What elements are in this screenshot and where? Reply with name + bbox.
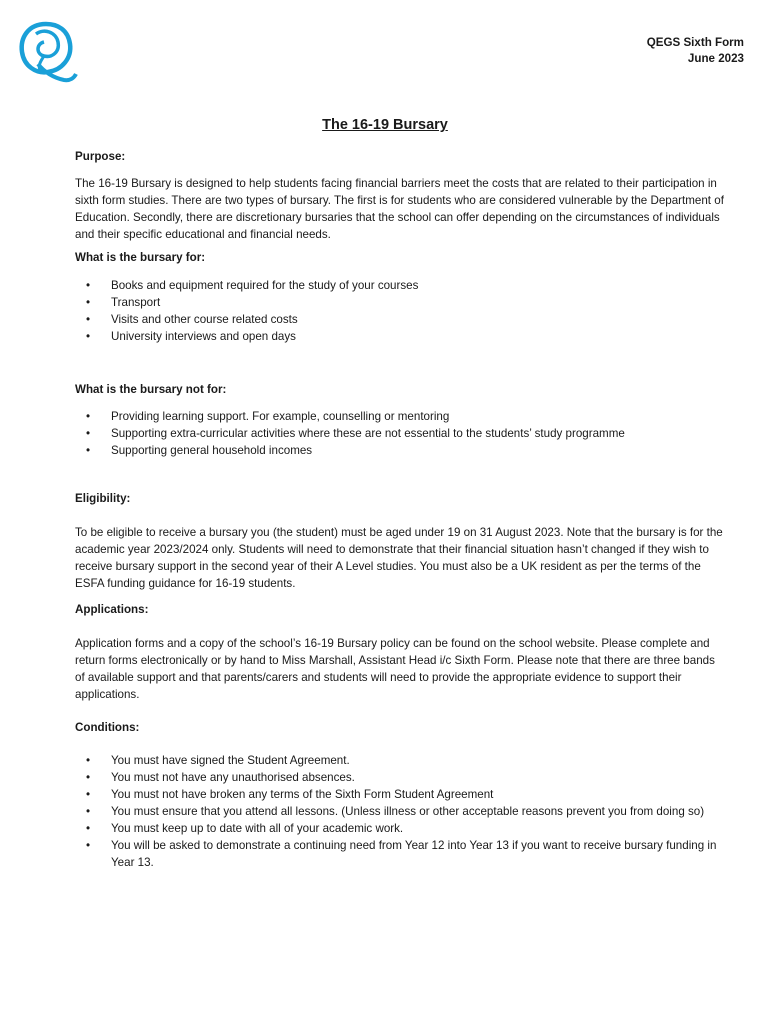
- list-item: • You must ensure that you attend all lessons. (Unless illness or other acceptable reasons prevent you from doing so): [86, 805, 705, 818]
- list-item: • Supporting extra-curricular activities where these are not essential to the students’ study programme: [86, 427, 625, 440]
- for-list: [75, 277, 725, 345]
- eligibility-heading: Eligibility:: [75, 492, 131, 505]
- conditions-list: [75, 752, 725, 871]
- list-item: • You must not have broken any terms of the Sixth Form Student Agreement: [86, 788, 494, 801]
- list-item: • Books and equipment required for the study of your courses: [86, 279, 419, 292]
- purpose-text: The 16-19 Bursary is designed to help students facing financial barriers meet the costs that are related to their participation in sixth form studies. There are two types of bursary. The first is for students who are considered vulnerable by the Department of Education. Secondly, there are discretionary bursaries that the school can offer depending on the circumstances of individuals and their specific educational and financial needs.: [75, 177, 724, 241]
- document-body: [75, 148, 725, 871]
- eligibility-text: To be eligible to receive a bursary you (the student) must be aged under 19 on 31 August 2023. Note that the bursary is for the academic year 2023/2024 only. Students will need to demonstrate that their financial situation hasn’t changed if they wish to receive bursary support in the second year of their A Level studies. You must also be a UK resident as per the terms of the ESFA funding guidance for 16-19 students.: [75, 526, 723, 590]
- applications-text: Application forms and a copy of the school’s 16-19 Bursary policy can be found on the school website. Please complete and return forms electronically or by hand to Miss Marshall, Assistant Head i/c Sixth Form. Please note that there are three bands of available support and that parents/carers and students will need to provide the appropriate evidence to support their applications.: [75, 637, 715, 701]
- list-item: • Transport: [86, 296, 161, 309]
- list-item: • You will be asked to demonstrate a continuing need from Year 12 into Year 13 if you want to receive bursary funding in Year 13.: [86, 839, 717, 869]
- conditions-heading: Conditions:: [75, 721, 140, 734]
- not-for-list: [75, 408, 725, 459]
- not-for-heading: What is the bursary not for:: [75, 383, 227, 396]
- applications-heading: Applications:: [75, 603, 149, 616]
- header-info: [647, 35, 744, 67]
- qegs-q-logo-icon: [14, 18, 78, 84]
- page-title: The 16-19 Bursary: [322, 117, 448, 133]
- list-item: • University interviews and open days: [86, 330, 296, 343]
- list-item: • Providing learning support. For example, counselling or mentoring: [86, 410, 450, 423]
- list-item: • Supporting general household incomes: [86, 444, 313, 457]
- list-item: • You must keep up to date with all of your academic work.: [86, 822, 404, 835]
- org-name: QEGS Sixth Form: [646, 36, 744, 49]
- for-heading: What is the bursary for:: [75, 251, 206, 264]
- list-item: • You must not have any unauthorised absences.: [86, 771, 355, 784]
- list-item: • Visits and other course related costs: [86, 313, 298, 326]
- purpose-heading: Purpose:: [75, 150, 126, 163]
- list-item: • You must have signed the Student Agreement.: [86, 754, 350, 767]
- header-date: June 2023: [687, 52, 744, 65]
